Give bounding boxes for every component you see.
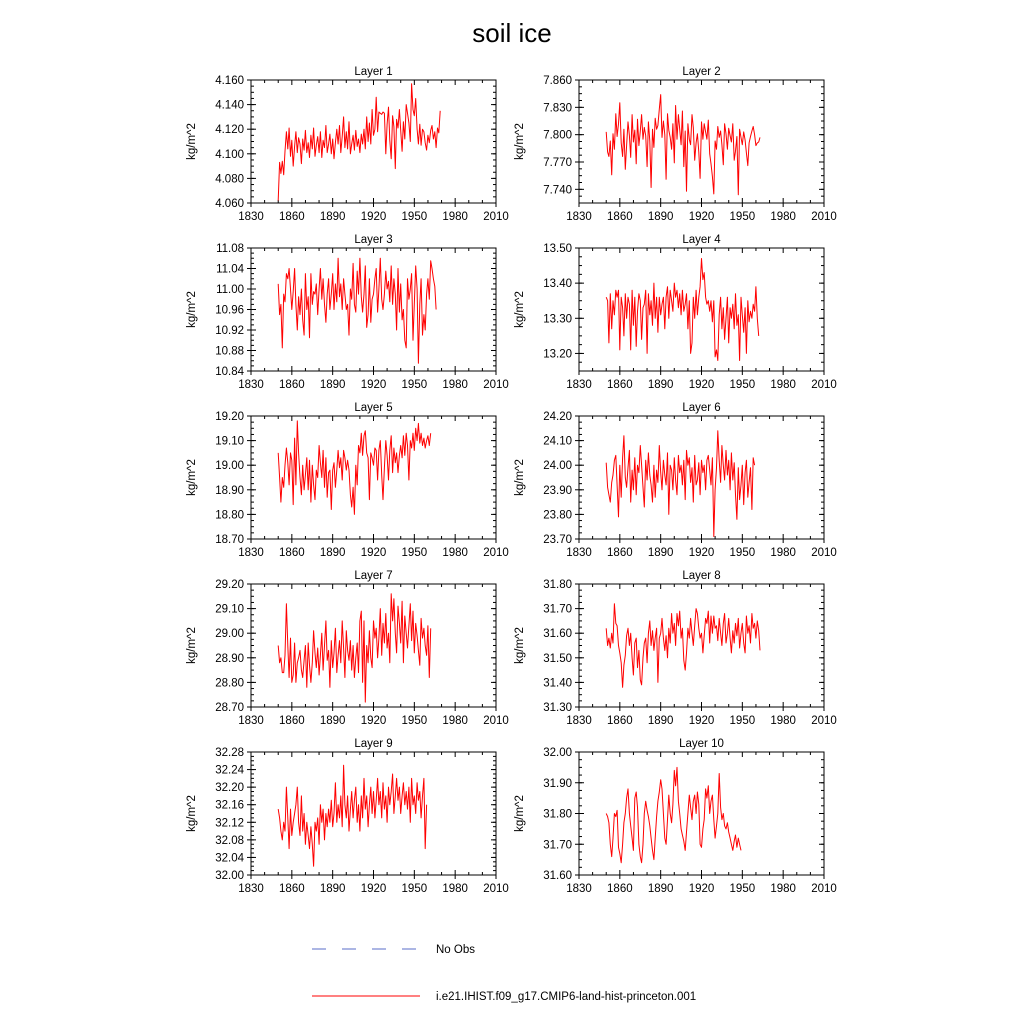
plot-frame	[579, 584, 824, 707]
y-tick-label: 29.00	[215, 628, 244, 641]
x-tick-label: 1860	[607, 379, 633, 391]
x-tick-label: 1890	[647, 379, 674, 391]
x-tick-label: 1860	[607, 883, 633, 895]
x-tick-label: 1830	[238, 715, 264, 727]
y-tick-label: 29.10	[215, 603, 244, 616]
x-tick-label: 1920	[360, 211, 387, 223]
panel-layer-9	[186, 738, 509, 895]
y-tick-label: 23.80	[543, 509, 572, 522]
x-tick-label: 1950	[729, 547, 756, 559]
legend	[312, 944, 696, 1003]
x-tick-label: 1860	[607, 715, 633, 727]
y-tick-label: 7.830	[543, 102, 572, 115]
y-axis-label: kg/m^2	[514, 291, 526, 328]
y-tick-label: 28.90	[215, 652, 244, 665]
x-tick-label: 1950	[401, 547, 428, 559]
y-tick-label: 28.80	[215, 677, 244, 690]
y-tick-label: 7.800	[543, 129, 572, 142]
x-tick-label: 1830	[238, 547, 264, 559]
series-line	[606, 259, 759, 361]
y-tick-label: 18.70	[215, 534, 244, 546]
panel-title: Layer 2	[682, 66, 721, 78]
y-tick-label: 31.80	[543, 808, 572, 821]
y-tick-label: 32.24	[215, 764, 244, 777]
y-tick-label: 13.50	[543, 243, 572, 255]
y-axis-label: kg/m^2	[514, 627, 526, 664]
x-tick-label: 1830	[566, 379, 592, 391]
panel-title: Layer 7	[354, 570, 393, 582]
y-axis-label: kg/m^2	[186, 291, 198, 328]
x-tick-label: 1920	[688, 547, 715, 559]
x-tick-label: 2010	[483, 715, 509, 727]
y-tick-label: 31.80	[543, 579, 572, 591]
panel-title: Layer 1	[354, 66, 393, 78]
x-tick-label: 1890	[647, 547, 674, 559]
series-line	[278, 84, 440, 201]
panel-layer-3	[186, 234, 509, 391]
y-axis-label: kg/m^2	[186, 627, 198, 664]
x-tick-label: 2010	[811, 379, 837, 391]
y-tick-label: 10.92	[215, 325, 244, 337]
y-tick-label: 4.080	[215, 173, 244, 186]
plot-frame	[251, 416, 496, 539]
y-tick-label: 7.860	[543, 75, 572, 87]
series-line	[606, 431, 754, 537]
y-tick-label: 11.04	[216, 263, 244, 276]
x-tick-label: 1830	[238, 379, 264, 391]
x-tick-label: 1980	[770, 211, 796, 223]
x-tick-label: 2010	[483, 547, 509, 559]
x-tick-label: 1890	[319, 547, 346, 559]
y-tick-label: 19.20	[215, 411, 244, 423]
panel-layer-7	[186, 570, 509, 727]
x-tick-label: 1950	[729, 211, 756, 223]
x-tick-label: 2010	[483, 379, 509, 391]
panel-title: Layer 6	[682, 402, 721, 414]
x-tick-label: 1890	[647, 715, 674, 727]
y-tick-label: 7.770	[543, 157, 572, 169]
y-tick-label: 23.90	[543, 484, 572, 497]
y-axis-label: kg/m^2	[514, 459, 526, 496]
y-tick-label: 29.20	[215, 579, 244, 591]
series-line	[606, 95, 760, 195]
y-tick-label: 32.28	[215, 747, 244, 759]
y-tick-label: 28.70	[215, 702, 244, 714]
x-tick-label: 1980	[770, 715, 796, 727]
y-axis-label: kg/m^2	[514, 795, 526, 832]
x-tick-label: 1980	[770, 883, 796, 895]
y-tick-label: 31.60	[543, 870, 572, 882]
y-tick-label: 4.160	[215, 75, 244, 87]
y-axis-label: kg/m^2	[186, 795, 198, 832]
x-tick-label: 1950	[729, 379, 756, 391]
x-tick-label: 1860	[279, 211, 305, 223]
y-tick-label: 32.00	[543, 747, 572, 759]
figure-title: soil ice	[472, 18, 552, 48]
x-tick-label: 1980	[442, 883, 468, 895]
y-tick-label: 32.00	[215, 870, 244, 882]
x-tick-label: 1980	[442, 547, 468, 559]
x-tick-label: 1920	[360, 715, 387, 727]
y-tick-label: 24.10	[543, 435, 572, 448]
x-tick-label: 1860	[607, 547, 633, 559]
x-tick-label: 1980	[442, 715, 468, 727]
y-tick-label: 32.04	[215, 852, 244, 865]
x-tick-label: 1920	[360, 379, 387, 391]
y-tick-label: 31.50	[543, 652, 572, 665]
y-axis-label: kg/m^2	[186, 459, 198, 496]
y-tick-label: 32.16	[215, 799, 244, 812]
panel-title: Layer 9	[354, 738, 393, 750]
y-tick-label: 31.40	[543, 677, 572, 690]
x-tick-label: 1950	[401, 379, 428, 391]
legend-label-model: i.e21.IHIST.f09_g17.CMIP6-land-hist-princeton.001	[436, 991, 697, 1003]
y-tick-label: 10.84	[215, 366, 244, 378]
x-tick-label: 1890	[319, 379, 346, 391]
y-tick-label: 11.08	[216, 243, 244, 255]
panel-title: Layer 10	[679, 738, 724, 750]
series-line	[278, 421, 431, 515]
y-tick-label: 32.20	[215, 782, 244, 795]
y-tick-label: 31.70	[543, 603, 572, 616]
plot-frame	[251, 80, 496, 203]
y-tick-label: 18.90	[215, 484, 244, 497]
x-tick-label: 1890	[647, 211, 674, 223]
x-tick-label: 2010	[483, 883, 509, 895]
y-tick-label: 13.30	[543, 313, 572, 326]
x-tick-label: 1980	[770, 547, 796, 559]
x-tick-label: 1860	[279, 883, 305, 895]
y-tick-label: 10.88	[215, 345, 244, 358]
x-tick-label: 1890	[647, 883, 674, 895]
y-tick-label: 31.70	[543, 839, 572, 852]
series-line	[606, 604, 760, 688]
x-tick-label: 2010	[811, 547, 837, 559]
plot-frame	[579, 416, 824, 539]
x-tick-label: 1920	[688, 379, 715, 391]
legend-label-no-obs: No Obs	[436, 944, 475, 956]
x-tick-label: 1890	[319, 883, 346, 895]
y-tick-label: 31.60	[543, 628, 572, 641]
x-tick-label: 1890	[319, 211, 346, 223]
x-tick-label: 1920	[360, 547, 387, 559]
x-tick-label: 1950	[401, 715, 428, 727]
plot-frame	[251, 248, 496, 371]
x-tick-label: 1980	[442, 379, 468, 391]
panel-layer-6	[514, 402, 837, 559]
x-tick-label: 1980	[770, 379, 796, 391]
x-tick-label: 1860	[279, 379, 305, 391]
x-tick-label: 2010	[811, 883, 837, 895]
x-tick-label: 1830	[566, 715, 592, 727]
panel-layer-1	[186, 66, 509, 223]
x-tick-label: 2010	[811, 211, 837, 223]
series-line	[278, 258, 436, 363]
y-tick-label: 32.08	[215, 834, 244, 847]
y-axis-label: kg/m^2	[186, 123, 198, 160]
y-tick-label: 4.060	[215, 198, 244, 210]
x-tick-label: 1950	[401, 883, 428, 895]
series-line	[606, 767, 741, 862]
x-tick-label: 1830	[566, 211, 592, 223]
x-tick-label: 1860	[279, 547, 305, 559]
x-tick-label: 1830	[566, 883, 592, 895]
y-axis-label: kg/m^2	[514, 123, 526, 160]
x-tick-label: 1830	[238, 883, 264, 895]
x-tick-label: 1890	[319, 715, 346, 727]
panel-title: Layer 8	[682, 570, 721, 582]
panel-layer-4	[514, 234, 837, 391]
x-tick-label: 1980	[442, 211, 468, 223]
x-tick-label: 2010	[811, 715, 837, 727]
y-tick-label: 31.30	[543, 702, 572, 714]
y-tick-label: 4.140	[215, 99, 244, 112]
panel-title: Layer 3	[354, 234, 393, 246]
y-tick-label: 13.20	[543, 348, 572, 361]
y-tick-label: 31.90	[543, 777, 572, 790]
panels-container	[186, 66, 837, 895]
x-tick-label: 1920	[688, 211, 715, 223]
panel-layer-10	[514, 738, 837, 895]
x-tick-label: 1920	[688, 883, 715, 895]
x-tick-label: 1920	[688, 715, 715, 727]
y-tick-label: 24.20	[543, 411, 572, 423]
x-tick-label: 1830	[238, 211, 264, 223]
plot-frame	[579, 752, 824, 875]
y-tick-label: 7.740	[543, 184, 572, 197]
x-tick-label: 1830	[566, 547, 592, 559]
y-tick-label: 32.12	[215, 817, 244, 830]
x-tick-label: 1860	[607, 211, 633, 223]
panel-title: Layer 4	[682, 234, 721, 246]
x-tick-label: 1920	[360, 883, 387, 895]
x-tick-label: 2010	[483, 211, 509, 223]
y-tick-label: 19.10	[215, 435, 244, 448]
y-tick-label: 18.80	[215, 509, 244, 522]
y-tick-label: 10.96	[215, 304, 244, 317]
x-tick-label: 1950	[401, 211, 428, 223]
y-tick-label: 4.120	[215, 124, 244, 137]
panel-title: Layer 5	[354, 402, 393, 414]
panel-layer-5	[186, 402, 509, 559]
y-tick-label: 11.00	[216, 284, 244, 296]
y-tick-label: 13.40	[543, 278, 572, 291]
series-line	[278, 765, 426, 866]
panel-layer-8	[514, 570, 837, 727]
y-tick-label: 4.100	[215, 148, 244, 161]
y-tick-label: 19.00	[215, 460, 244, 473]
x-tick-label: 1950	[729, 715, 756, 727]
series-line	[278, 594, 431, 702]
x-tick-label: 1950	[729, 883, 756, 895]
y-tick-label: 23.70	[543, 534, 572, 546]
panel-layer-2	[514, 66, 837, 223]
x-tick-label: 1860	[279, 715, 305, 727]
y-tick-label: 24.00	[543, 460, 572, 473]
